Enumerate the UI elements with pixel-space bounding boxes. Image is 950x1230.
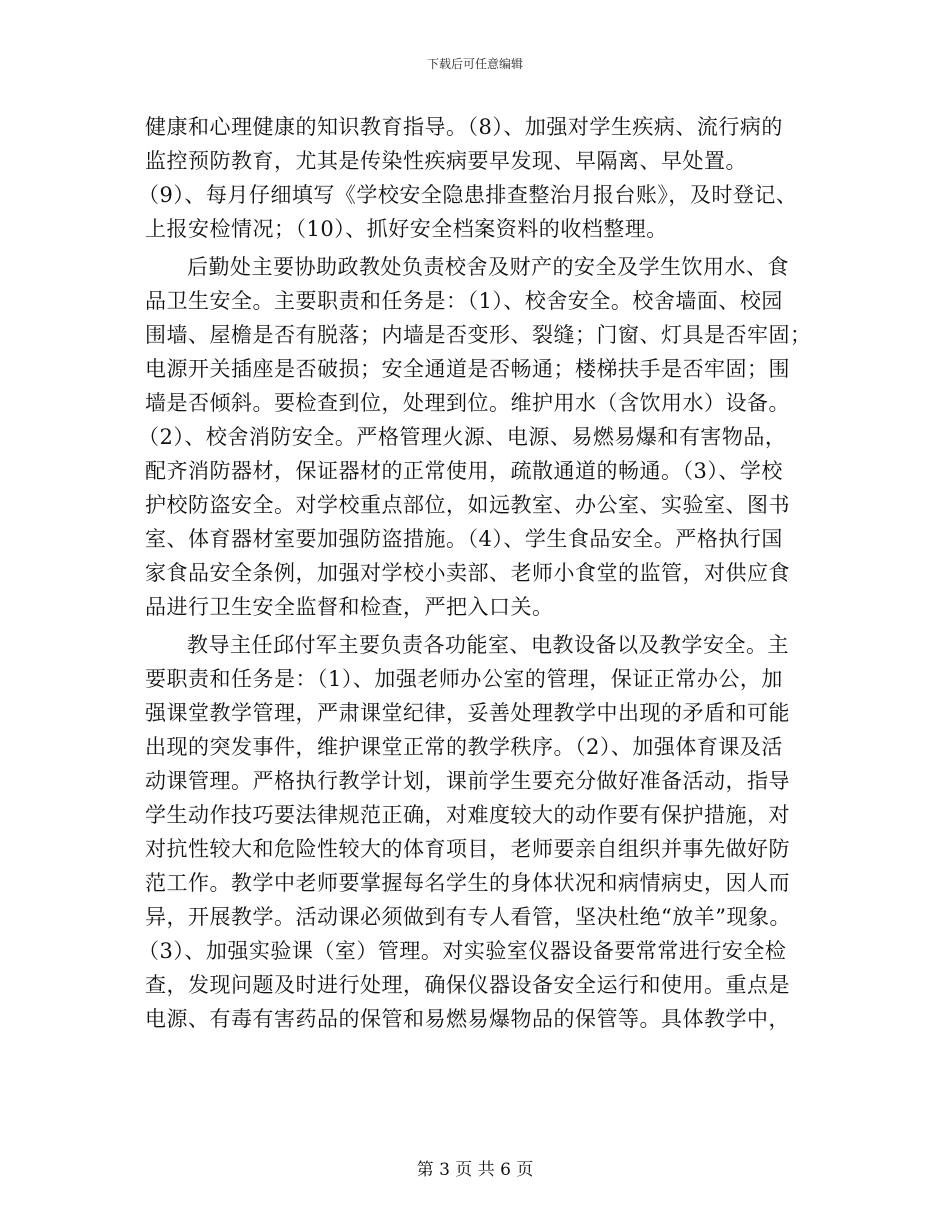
text-line: 教导主任邱付军主要负责各功能室、电教设备以及教学安全。主	[187, 633, 789, 657]
text-line: 上报安检情况；（10）、抓好安全档案资料的收档整理。	[145, 217, 668, 241]
text-line: 查，发现问题及时进行处理，确保仪器设备安全运行和使用。重点是	[145, 973, 790, 997]
text-line: 强课堂教学管理，严肃课堂纪律，妥善处理教学中出现的矛盾和可能	[145, 701, 790, 725]
text-line: 家食品安全条例，加强对学校小卖部、老师小食堂的监管，对供应食	[145, 561, 790, 585]
text-line: 出现的突发事件，维护课堂正常的教学秩序。（2）、加强体育课及活	[145, 735, 783, 759]
text-line: 室、体育器材室要加强防盗措施。（4）、学生食品安全。严格执行国	[145, 527, 783, 551]
page-header-note: 下载后可任意编辑	[426, 57, 523, 71]
text-line: 护校防盗安全。对学校重点部位，如远教室、办公室、实验室、图书	[145, 493, 790, 517]
text-line: 围墙、屋檐是否有脱落；内墙是否变形、裂缝；门窗、灯具是否牢固；	[145, 323, 812, 347]
page-number-footer: 第 3 页 共 6 页	[416, 1160, 534, 1180]
text-line: 对抗性较大和危险性较大的体育项目，老师要亲自组织并事先做好防	[145, 837, 790, 861]
text-line: 品进行卫生安全监督和检查，严把入口关。	[145, 595, 554, 619]
text-line: 电源、有毒有害药品的保管和易燃易爆物品的保管等。具体教学中，	[145, 1007, 790, 1031]
text-line: 配齐消防器材，保证器材的正常使用，疏散通道的畅通。（3）、学校	[145, 459, 783, 483]
text-line: 范工作。教学中老师要掌握每名学生的身体状况和病情病史，因人而	[145, 871, 790, 895]
text-line: 学生动作技巧要法律规范正确，对难度较大的动作要有保护措施，对	[145, 803, 790, 827]
text-line: 监控预防教育，尤其是传染性疾病要早发现、早隔离、早处置。	[145, 149, 747, 173]
text-line: 要职责和任务是：（1）、加强老师办公室的管理，保证正常办公，加	[145, 667, 783, 691]
text-line: 后勤处主要协助政教处负责校舍及财产的安全及学生饮用水、食	[187, 255, 789, 279]
text-line: 品卫生安全。主要职责和任务是：（1）、校舍安全。校舍墙面、校园	[145, 289, 783, 313]
text-line: （2）、校舍消防安全。严格管理火源、电源、易燃易爆和有害物品，	[138, 425, 787, 449]
text-line: 墙是否倾斜。要检查到位，处理到位。维护用水（含饮用水）设备。	[145, 391, 790, 415]
text-line: （3）、加强实验课（室）管理。对实验室仪器设备要常常进行安全检	[138, 939, 787, 963]
text-line: 电源开关插座是否破损；安全通道是否畅通；楼梯扶手是否牢固；围	[145, 357, 790, 381]
text-line: 健康和心理健康的知识教育指导。（8）、加强对学生疾病、流行病的	[145, 115, 783, 139]
text-line: 动课管理。严格执行教学计划，课前学生要充分做好准备活动，指导	[145, 769, 790, 793]
text-line: （9）、每月仔细填写《学校安全隐患排查整治月报台账》，及时登记、	[138, 183, 798, 207]
text-line: 异，开展教学。活动课必须做到有专人看管，坚决杜绝“放羊”现象。	[145, 905, 791, 929]
